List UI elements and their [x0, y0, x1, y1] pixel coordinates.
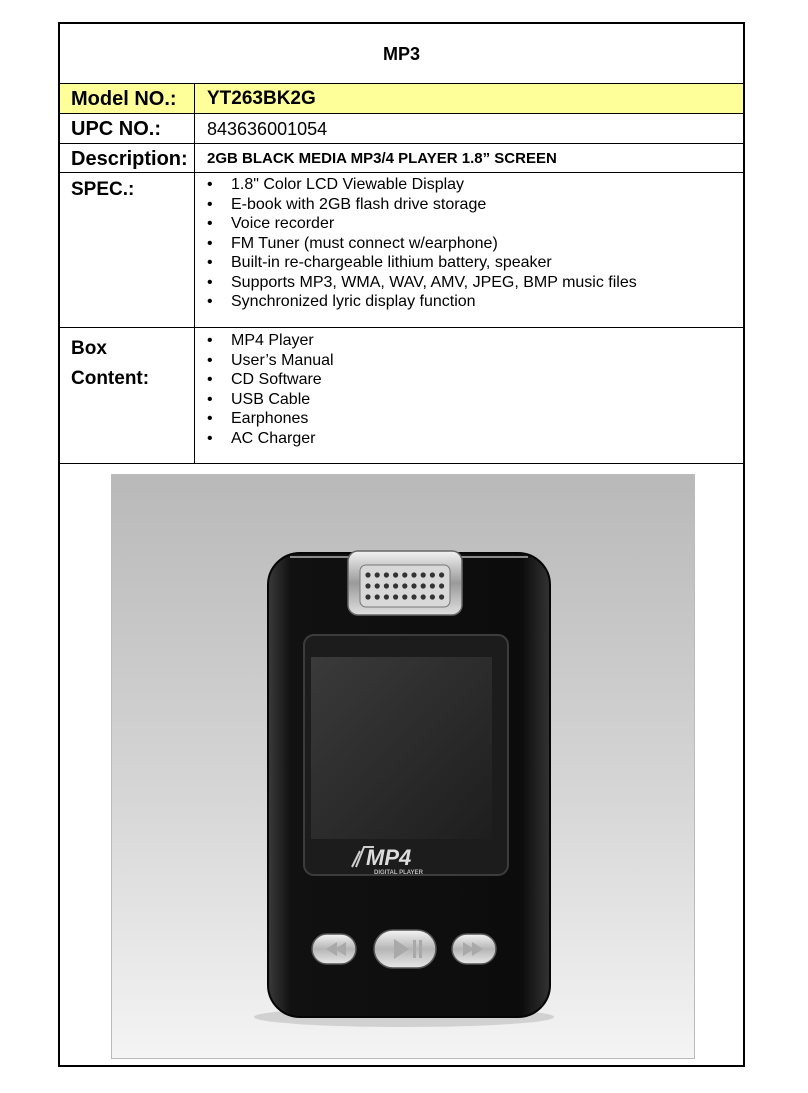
spec-row: [60, 173, 743, 328]
box-content-list: [207, 331, 334, 448]
box-list-item: • AC Charger: [207, 429, 334, 449]
spec-list-item: • FM Tuner (must connect w/earphone): [207, 234, 637, 254]
grille-hole: [402, 594, 407, 599]
grille-hole: [365, 583, 370, 588]
grille-hole: [384, 594, 389, 599]
grille-hole: [365, 572, 370, 577]
box-list-item: • USB Cable: [207, 390, 334, 410]
grille-hole: [439, 594, 444, 599]
product-photo: [111, 474, 695, 1059]
grille-hole: [375, 583, 380, 588]
grille-holes: [365, 572, 444, 599]
box-label-line2: Content:: [71, 368, 150, 389]
upc-row: [60, 114, 743, 144]
grille-hole: [421, 572, 426, 577]
grille-hole: [439, 572, 444, 577]
logo-subtext: DIGITAL PLAYER: [374, 870, 423, 876]
spec-list-item: • 1.8" Color LCD Viewable Display: [207, 175, 637, 195]
grille-hole: [393, 572, 398, 577]
grille-hole: [430, 594, 435, 599]
grille-hole: [439, 583, 444, 588]
spec-list-item: • Supports MP3, WMA, WAV, AMV, JPEG, BMP music files: [207, 273, 637, 293]
model-value: YT263BK2G: [207, 88, 316, 109]
grille-hole: [393, 583, 398, 588]
description-row: [60, 144, 743, 173]
lcd-screen: [311, 657, 492, 839]
grille-hole: [393, 594, 398, 599]
box-content-label: [60, 328, 195, 463]
spec-list-item: • Synchronized lyric display function: [207, 292, 637, 312]
prev-button[interactable]: [312, 934, 356, 964]
box-list-item: • Earphones: [207, 409, 334, 429]
spec-list-item: • Built-in re-chargeable lithium battery, speaker: [207, 253, 637, 273]
box-list-item: • User’s Manual: [207, 351, 334, 371]
spec-list: [207, 175, 637, 312]
upc-value: 843636001054: [207, 119, 328, 139]
pause-icon: [413, 940, 416, 958]
box-label-line1: Box: [71, 338, 107, 359]
grille-hole: [411, 583, 416, 588]
logo-text: MP4: [366, 845, 412, 870]
grille-hole: [430, 572, 435, 577]
model-row: [60, 84, 743, 114]
mp4-player-image: [112, 475, 695, 1059]
spec-cell: [196, 173, 743, 327]
grille-hole: [402, 583, 407, 588]
grille-hole: [430, 583, 435, 588]
grille-hole: [411, 594, 416, 599]
spec-sheet: [58, 22, 745, 1067]
grille-hole: [375, 572, 380, 577]
next-button[interactable]: [452, 934, 496, 964]
grille-hole: [384, 572, 389, 577]
grille-hole: [384, 583, 389, 588]
upc-label: UPC NO.:: [60, 114, 195, 143]
box-content-row: [60, 328, 743, 464]
grille-hole: [421, 594, 426, 599]
play-pause-button[interactable]: [374, 930, 436, 968]
box-list-item: • CD Software: [207, 370, 334, 390]
description-value: 2GB BLACK MEDIA MP3/4 PLAYER 1.8” SCREEN: [207, 150, 557, 167]
grille-hole: [421, 583, 426, 588]
box-content-cell: [196, 328, 743, 463]
description-label: Description:: [60, 144, 195, 172]
box-list-item: • MP4 Player: [207, 331, 334, 351]
grille-hole: [402, 572, 407, 577]
spec-list-item: • Voice recorder: [207, 214, 637, 234]
model-label: Model NO.:: [60, 84, 195, 113]
spec-list-item: • E-book with 2GB flash drive storage: [207, 195, 637, 215]
sheet-title: MP3: [60, 24, 743, 84]
grille-hole: [365, 594, 370, 599]
spec-label: SPEC.:: [60, 173, 195, 327]
grille-hole: [375, 594, 380, 599]
grille-hole: [411, 572, 416, 577]
